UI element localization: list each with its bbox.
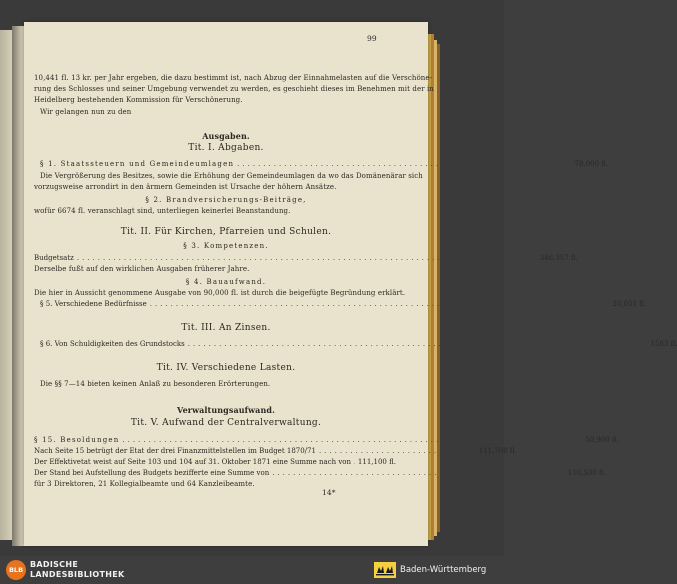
s2-note: wofür 6674 fl. veranschlagt sind, unterliegen keinerlei Beanstandung. (34, 207, 291, 215)
s3-title: § 3. Kompetenzen. (183, 242, 269, 250)
entry-s15: § 15. Besoldungen ........................................................................................ 50,900 fl. (34, 436, 619, 444)
entry-s15-row-2-label: Der Effektivetat weist auf Seite 103 und 104 auf 31. Oktober 1871 eine Summe nach von (34, 458, 352, 466)
entry-s15-row-1: Nach Seite 15 betrügt der Etat der drei Finanzmittelstellen im Budget 1870/71 .............................. 111,700 fl. (34, 447, 517, 455)
entry-s15-value: 50,900 fl. (585, 436, 619, 444)
entry-s5: § 5. Verschiedene Bedürfnisse ........................................................................................ 20,051 fl. (40, 300, 647, 308)
title-tit-5: Tit. V. Aufwand der Centralverwaltung. (130, 418, 322, 428)
entry-s15-row-3-label: Der Stand bei Aufstellung des Budgets bezifferte eine Summe von (34, 469, 270, 477)
entry-s5-value: 20,051 fl. (612, 300, 647, 308)
blb-logo-icon[interactable]: BLB (6, 560, 26, 580)
s15-row-4: für 3 Direktoren, 21 Kollegialbeamte und 64 Kanzleibeamte. (34, 480, 255, 488)
entry-s3-value: 346,357 fl. (539, 254, 578, 262)
blb-name[interactable] (30, 560, 125, 580)
title-tit-3: Tit. III. An Zinsen. (181, 323, 271, 333)
entry-s1-value: 78,000 fl. (574, 160, 609, 168)
baden-wuerttemberg-lions-icon[interactable] (374, 562, 396, 578)
entry-s1-label: § 1. Staatssteuern und Gemeindeumlagen (40, 160, 235, 168)
entry-s1: § 1. Staatssteuern und Gemeindeumlagen ................................................................ 78,000 fl. (40, 160, 609, 168)
blb-name-line-2: LANDESBIBLIOTHEK (30, 570, 125, 579)
s4-note: Die hier in Aussicht genommene Ausgabe von 90,000 fl. ist durch die beigefügte Begründung erklärt. (34, 289, 406, 297)
entry-s15-label: § 15. Besoldungen (34, 436, 120, 444)
entry-s15-row-3-value: 110,500 fl. (567, 469, 606, 477)
s1-note-2: vorzugsweise arrondirt in den ärmern Gemeinden ist Ursache der höhern Ansätze. (34, 183, 337, 191)
s4-title: § 4. Bauaufwand. (185, 278, 267, 286)
entry-s3-label: Budgetsatz (34, 254, 74, 262)
title-tit-2: Tit. II. Für Kirchen, Pfarreien und Schulen. (120, 227, 332, 237)
entry-s15-row-3: Der Stand bei Aufstellung des Budgets bezifferte eine Summe von ........................................................ 110,500 fl. (34, 469, 606, 477)
section-heading-ausgaben: Ausgaben. (202, 131, 250, 141)
entry-s6-label: § 6. Von Schuldigkeiten des Grundstocks (40, 340, 185, 348)
entry-s15-row-2 (34, 458, 396, 467)
entry-s3: Budgetsatz ........................................................................................ 346,357 fl. (34, 254, 578, 262)
viewer-footer (0, 556, 504, 584)
entry-s6: § 6. Von Schuldigkeiten des Grundstocks ........................................................................................ 1583 fl. (40, 340, 677, 348)
baden-wuerttemberg-label[interactable]: Baden-Württemberg (400, 565, 487, 575)
blb-name-line-1: BADISCHE (30, 560, 79, 569)
entry-s6-value: 1583 fl. (650, 340, 677, 348)
entry-s15-row-1-label: Nach Seite 15 betrügt der Etat der drei Finanzmittelstellen im Budget 1870/71 (34, 447, 316, 455)
s7-note: Die §§ 7—14 bieten keinen Anlaß zu besonderen Erörterungen. (40, 380, 271, 388)
s2-title: § 2. Brandversicherungs-Beiträge, (145, 196, 307, 204)
s3-note: Derselbe fußt auf den wirklichen Ausgaben früherer Jahre. (34, 265, 250, 273)
s1-note-1: Die Vergrößerung des Besitzes, sowie die Erhöhung der Gemeindeumlagen da wo das Domänenärar sich (40, 172, 423, 180)
title-tit-4: Tit. IV. Verschiedene Lasten. (156, 363, 296, 373)
page-number: 99 (367, 34, 377, 43)
intro-line-4: Wir gelangen nun zu den (40, 108, 132, 116)
entry-s15-row-2-value: 111,100 fl. (357, 458, 396, 466)
entry-s5-label: § 5. Verschiedene Bedürfnisse (40, 300, 147, 308)
entry-s15-row-1-value: 111,700 fl. (478, 447, 517, 455)
page-edge-stripe (437, 44, 440, 532)
title-tit-1: Tit. I. Abgaben. (188, 143, 264, 153)
intro-line-2: rung des Schlosses und seiner Umgebung verwendet zu werden, es geschieht dieses im Benehmen mit der in (34, 85, 434, 93)
intro-line-3: Heidelberg bestehenden Kommission für Verschönerung. (34, 96, 243, 104)
signature-mark: 14* (322, 488, 336, 497)
intro-line-1: 10,441 fl. 13 kr. per Jahr ergeben, die dazu bestimmt ist, nach Abzug der Einnahmelasten auf die Verschöne- (34, 74, 433, 82)
book-page (24, 22, 677, 546)
section-heading-verwaltung: Verwaltungsaufwand. (177, 405, 275, 415)
